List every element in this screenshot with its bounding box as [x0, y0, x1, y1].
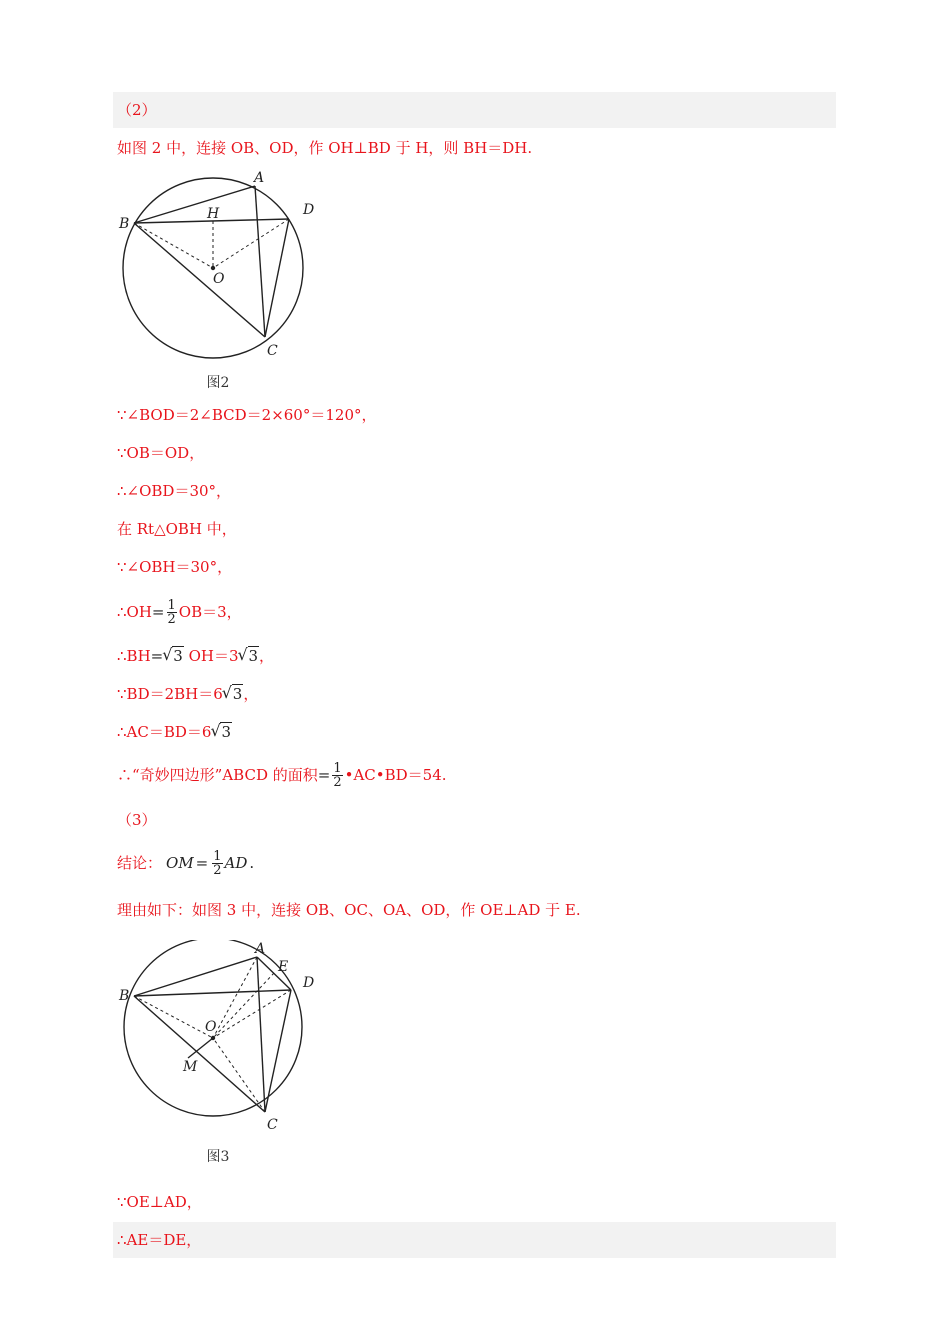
p2-step-6-eq: =: [151, 603, 165, 621]
conclusion-den: 2: [213, 862, 222, 878]
p2-step-10: [117, 757, 447, 793]
figure-3-diagram: [116, 940, 320, 1170]
p2-step-6: [117, 594, 242, 630]
fig2-label-a: A: [254, 170, 265, 186]
p2-step-9-pre: ∴AC＝BD＝6: [117, 723, 212, 741]
p2-step-9: [117, 722, 232, 742]
p2-step-10-post: •AC•BD＝54.: [344, 766, 447, 784]
fig3-label-b: B: [119, 988, 130, 1004]
p2-step-8-pre: ∵BD＝2BH＝6: [117, 685, 223, 703]
part3-reason: 理由如下：如图 3 中，连接 OB、OC、OA、OD，作 OE⊥AD 于 E.: [117, 901, 581, 919]
shaded-row-bottom: [113, 1222, 836, 1258]
conclusion-prefix: 结论：: [117, 854, 163, 872]
fig2-label-h: H: [207, 206, 220, 222]
p2-step-10-pre: ∴“奇妙四边形”ABCD 的面积: [117, 766, 318, 784]
p2-step-10-fraction: [332, 762, 342, 789]
p2-step-7-rad-2: 3: [248, 647, 259, 665]
conclusion-eq: =: [195, 854, 209, 872]
fig3-label-o: O: [205, 1019, 217, 1035]
fig2-label-o: O: [213, 271, 225, 287]
conclusion-end: .: [249, 854, 255, 872]
p2-step-8-rad: 3: [232, 685, 243, 703]
p2-step-8-end: ，: [243, 685, 259, 703]
figure-3: [116, 940, 320, 1170]
conclusion-fraction: [212, 850, 222, 877]
p2-step-4: 在 Rt△OBH 中，: [117, 520, 237, 538]
p2-step-9-rad: 3: [221, 723, 231, 741]
p3-step-1: ∵OE⊥AD，: [117, 1193, 202, 1211]
figure-2-diagram: [116, 166, 320, 396]
p2-step-3: ∴∠OBD＝30°，: [117, 482, 232, 500]
part2-heading: （2）: [117, 101, 157, 119]
fig3-label-a: A: [255, 941, 266, 957]
p2-step-7-sqrt-2: [239, 646, 260, 666]
part3-heading: （3）: [117, 811, 157, 829]
part2-intro: 如图 2 中，连接 OB、OD，作 OH⊥BD 于 H，则 BH＝DH.: [117, 139, 533, 157]
p2-step-8-sqrt: [223, 684, 244, 704]
p3-step-2: ∴AE＝DE，: [117, 1231, 202, 1249]
p2-step-10-den: 2: [333, 774, 342, 790]
figure-2-caption: 图2: [206, 375, 230, 391]
p2-step-7: [117, 646, 274, 666]
conclusion-num: 1: [213, 848, 222, 864]
p2-step-7-sqrt-1: [163, 646, 184, 666]
p2-step-2: ∵OB＝OD，: [117, 444, 205, 462]
shaded-row-top: [113, 92, 836, 128]
conclusion-lhs: OM: [166, 854, 194, 872]
p2-step-10-num: 1: [333, 760, 342, 776]
fig3-label-d: D: [303, 975, 315, 991]
part3-conclusion: [117, 845, 254, 881]
p2-step-10-eq: =: [317, 766, 331, 784]
p2-step-6-fraction: [167, 599, 177, 626]
fig3-label-e: E: [278, 959, 289, 975]
p2-step-7-mid: OH＝3: [188, 647, 239, 665]
p2-step-9-sqrt: [211, 722, 232, 742]
fig3-label-c: C: [267, 1117, 278, 1133]
p2-step-1: ∵∠BOD＝2∠BCD＝2×60°＝120°，: [117, 406, 377, 424]
p2-step-6-den: 2: [167, 611, 176, 627]
p2-step-7-rad-1: 3: [173, 647, 183, 665]
p2-step-5: ∵∠OBH＝30°，: [117, 558, 233, 576]
p2-step-7-end: ，: [259, 647, 275, 665]
figure-2: [116, 166, 320, 396]
p2-step-7-eq: =: [150, 647, 164, 665]
p2-step-7-pre: ∴BH: [117, 647, 151, 665]
fig2-label-d: D: [303, 202, 315, 218]
fig2-label-b: B: [119, 216, 130, 232]
conclusion-rhs: AD: [224, 854, 248, 872]
figure-3-caption: 图3: [206, 1149, 230, 1165]
p2-step-8: [117, 684, 258, 704]
p2-step-6-num: 1: [167, 597, 176, 613]
fig3-label-m: M: [183, 1059, 198, 1075]
p2-step-6-pre: ∴OH: [117, 603, 152, 621]
p2-step-6-post: OB＝3，: [178, 603, 242, 621]
fig2-label-c: C: [267, 343, 278, 359]
